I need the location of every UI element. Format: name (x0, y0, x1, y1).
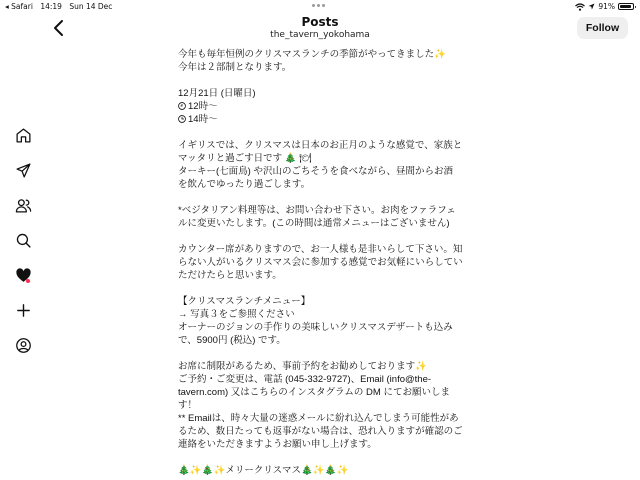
clock-icon (178, 115, 186, 123)
send-icon[interactable] (12, 159, 34, 181)
caption-line: ターキー(七面鳥) や沢山のごちそうを食べながら、昼間からお酒 (178, 166, 453, 177)
post-caption (178, 48, 468, 477)
sparkles-icon: ✨ (434, 49, 446, 60)
header (0, 12, 640, 44)
caption-line: らない人がいるクリスマス会に参加する感覚でお気軽にいらしてい (178, 257, 463, 268)
christmas-tree-icon: 🎄 (178, 465, 190, 476)
back-to-app[interactable]: ◂ Safari (5, 2, 33, 11)
sparkles-icon: ✨ (189, 465, 202, 476)
caption-line: を飲んでゆったり過ごします。 (178, 179, 311, 190)
caption-line: カウンター席がありますので、お一人様も是非いらして下さい。知 (178, 244, 463, 255)
caption-line: ** Emailは、時々大量の迷惑メールに紛れ込んでしまう可能性があ (178, 413, 459, 424)
caption-line: るため、数日たっても返事がない場合は、恐れ入りますが確認のご (178, 426, 463, 437)
time-slot-2: 14時〜 (178, 113, 468, 126)
caption-line: → 写真３をご参照ください (178, 309, 295, 320)
sparkles-icon: ✨ (312, 465, 325, 476)
caption-line: tavern.com) 又はこちらのインスタグラムの DM にてお願いしま (178, 387, 450, 398)
heart-icon[interactable] (12, 264, 34, 286)
christmas-tree-icon: 🎄 (284, 153, 297, 164)
wifi-icon (575, 3, 585, 11)
sparkles-icon: ✨ (213, 465, 226, 476)
page-title: Posts (301, 15, 339, 29)
people-icon[interactable] (12, 194, 34, 216)
profile-icon[interactable] (12, 334, 34, 356)
caption-line: ルに変更いたします。(この時間は通常メニューはございません) (178, 218, 450, 229)
clock-icon (178, 102, 186, 110)
caption-line: 連絡をいただきますようお願い申し上げます。 (178, 439, 377, 450)
caption-line: 今年も毎年恒例のクリスマスランチの季節がやってきました✨ (178, 49, 446, 60)
battery-percent: 91% (598, 2, 615, 11)
menu-heading: 【クリスマスランチメニュー】 (178, 296, 311, 307)
caption-line: す！ (178, 400, 198, 411)
follow-button[interactable]: Follow (577, 17, 628, 39)
home-icon[interactable] (12, 124, 34, 146)
caption-line: 今年は２部制となります。 (178, 62, 292, 73)
location-icon (588, 3, 595, 10)
search-icon[interactable] (12, 229, 34, 251)
event-date: 12月21日 (日曜日) (178, 88, 256, 99)
time-slot-1: 12時〜 (178, 100, 468, 113)
status-date: Sun 14 Dec (69, 2, 113, 11)
sparkles-icon: ✨ (336, 465, 349, 476)
christmas-tree-icon: 🎄 (324, 465, 337, 476)
multitask-dots-icon[interactable] (312, 4, 325, 7)
caption-line: イギリスでは、クリスマスは日本のお正月のような感覚で、家族と (178, 140, 463, 151)
plate-cutlery-icon: 🍽 (299, 153, 312, 164)
merry-christmas-line: 🎄✨🎄✨メリークリスマス🎄✨🎄✨ (178, 465, 349, 476)
sparkles-icon: ✨ (415, 361, 427, 372)
caption-line: *ベジタリアン料理等は、お問い合わせ下さい。お肉をファラフェ (178, 205, 456, 216)
notification-dot (26, 279, 30, 283)
account-username[interactable]: the_tavern_yokohama (270, 30, 370, 40)
status-right (575, 2, 634, 11)
caption-line: ただけたらと思います。 (178, 270, 282, 281)
status-bar (0, 0, 640, 12)
christmas-tree-icon: 🎄 (301, 465, 313, 476)
status-left (5, 2, 117, 11)
caption-line: マッタリと過ごす日です 🎄 🍽 (178, 153, 312, 164)
plus-icon[interactable] (12, 299, 34, 321)
battery-icon (618, 3, 634, 10)
status-time: 14:19 (40, 2, 62, 11)
caption-line: お席に制限があるため、事前予約をお勧めしております✨ (178, 361, 427, 372)
caption-line: オーナーのジョンの手作りの美味しいクリスマスデザートも込み (178, 322, 453, 333)
christmas-tree-icon: 🎄 (201, 465, 214, 476)
caption-line: で、5900円 (税込) です。 (178, 335, 286, 346)
caption-line: ご予約・ご変更は、電話 (045-332-9727)、Email (info@the- (178, 374, 432, 385)
